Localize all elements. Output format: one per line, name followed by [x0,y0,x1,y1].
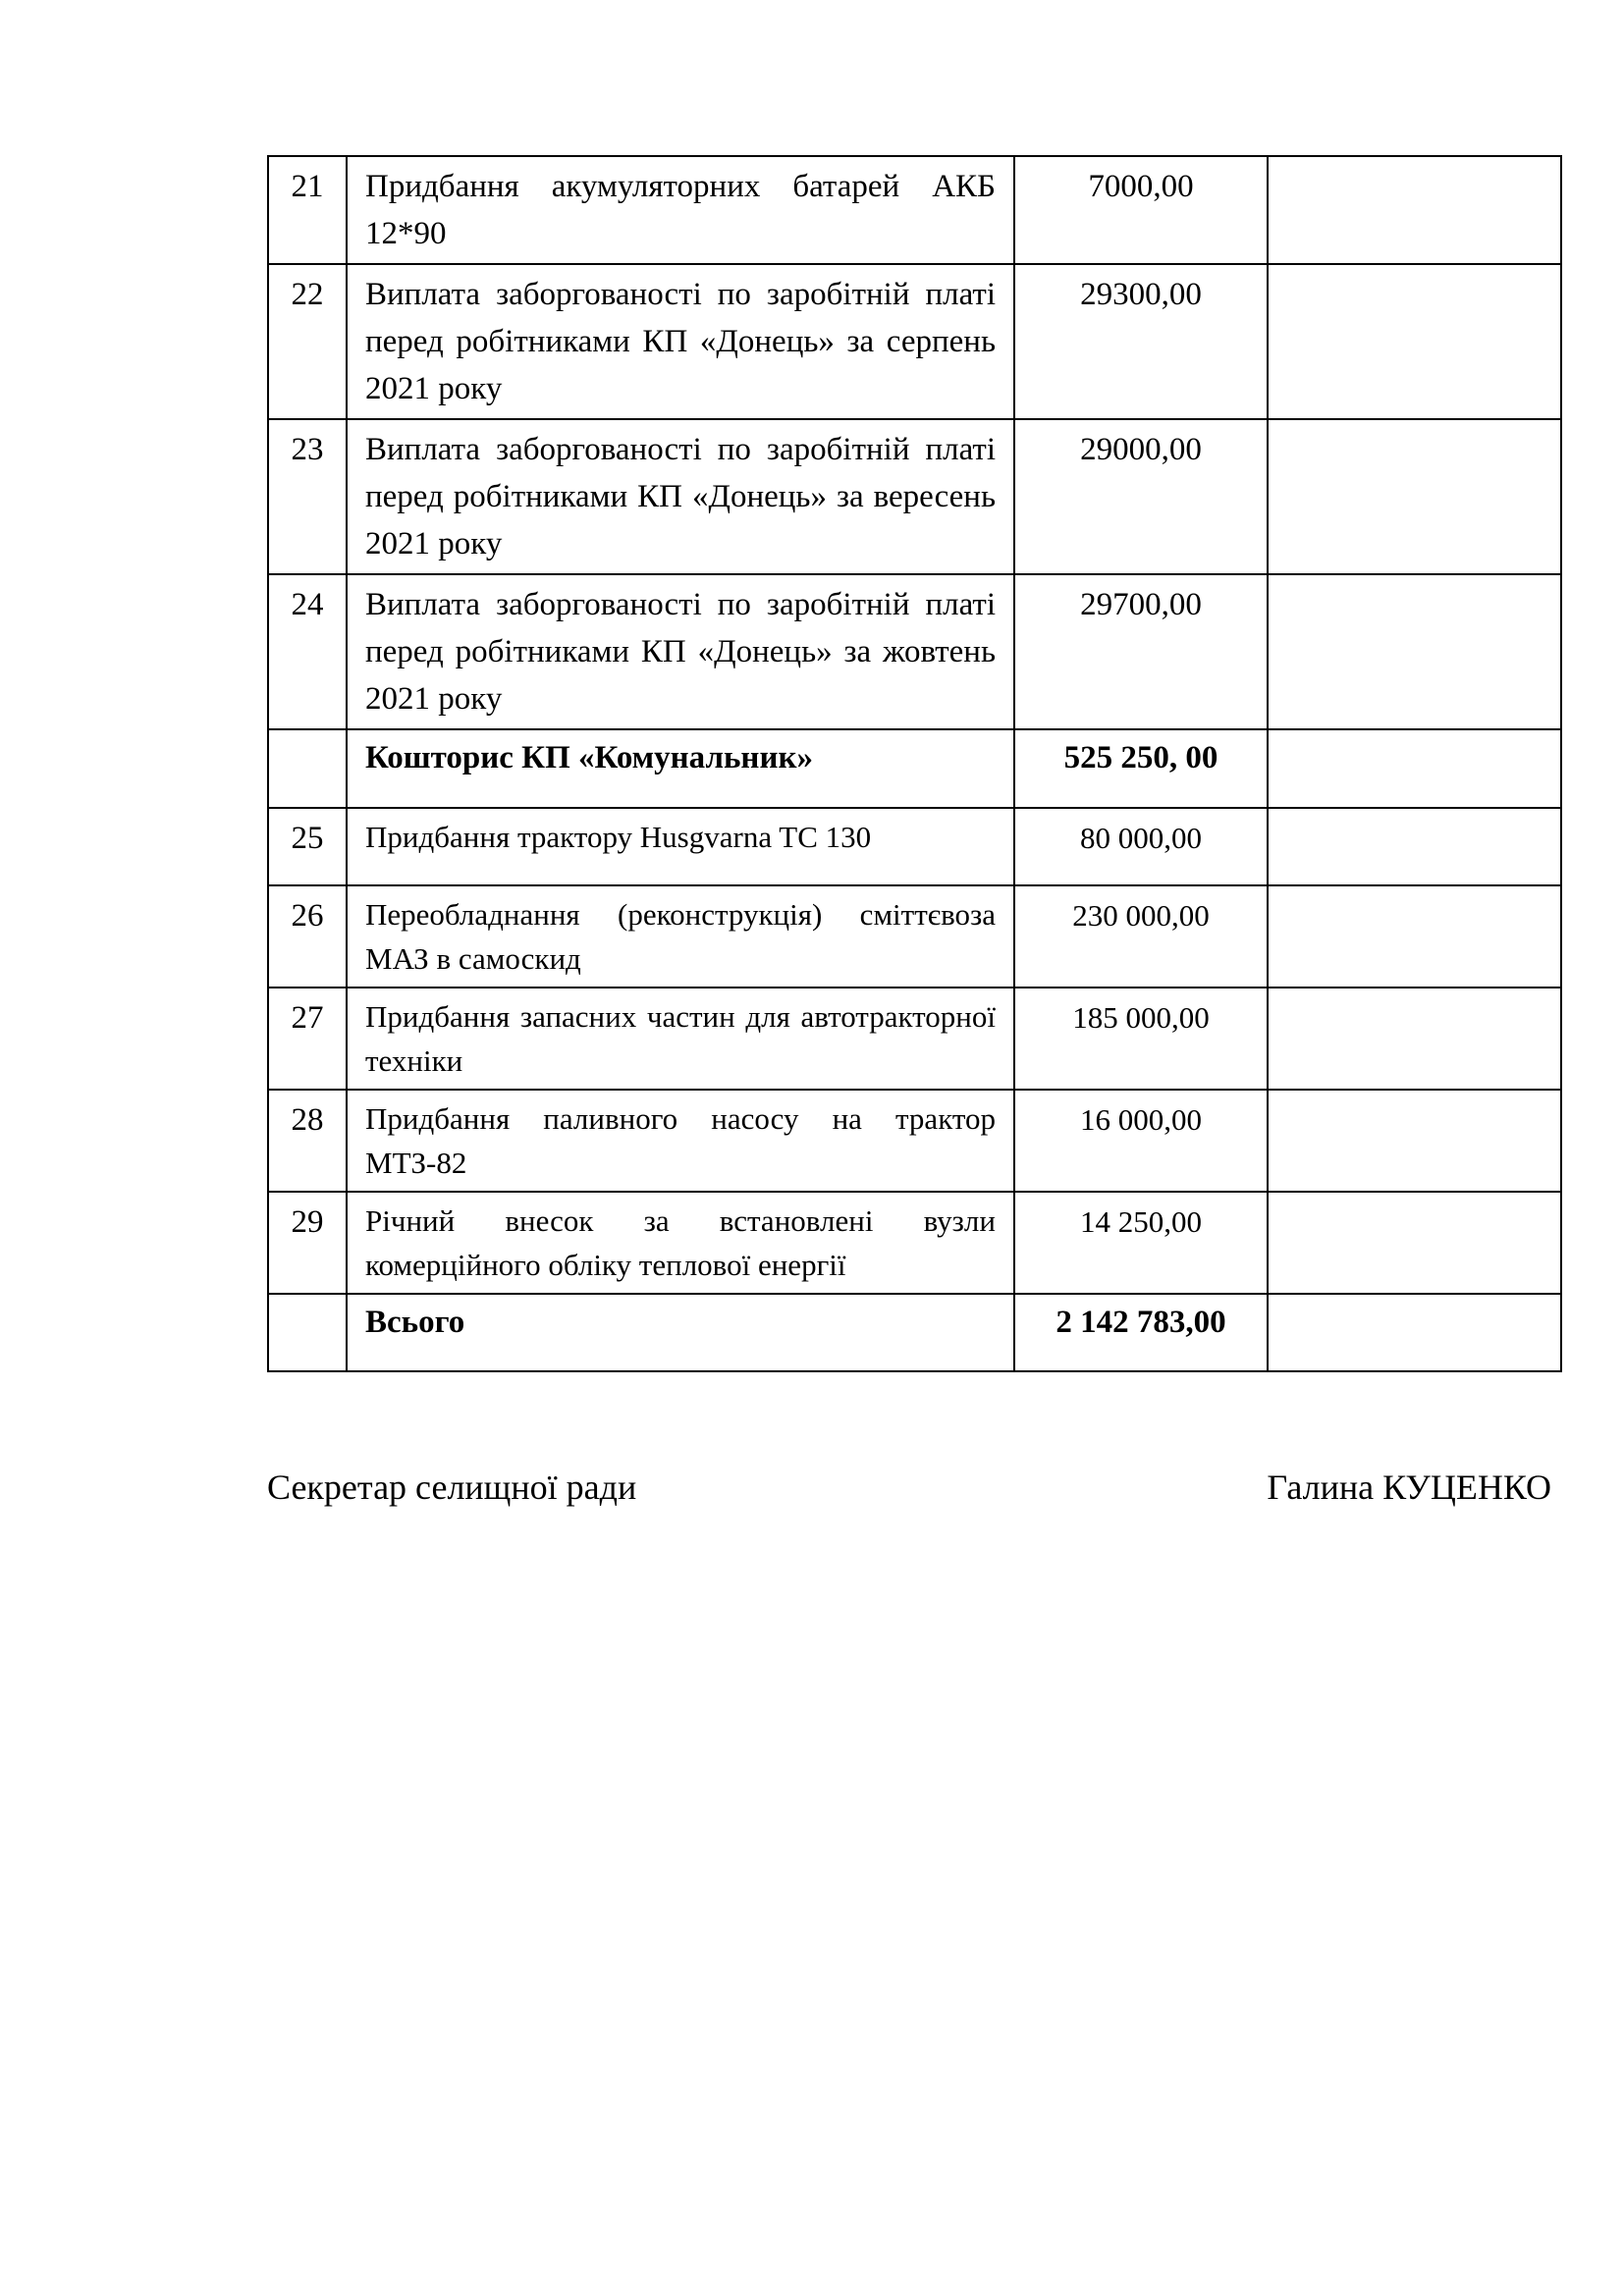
row-number: 24 [268,574,347,729]
row-description: Кошторис КП «Комунальник» [347,729,1014,808]
row-note [1268,1294,1561,1371]
row-amount: 2 142 783,00 [1014,1294,1268,1371]
row-number: 22 [268,264,347,419]
table-row [268,988,1561,1090]
table-row [268,1090,1561,1192]
table-row [268,808,1561,885]
row-number: 21 [268,156,347,264]
row-amount: 525 250, 00 [1014,729,1268,808]
row-note [1268,264,1561,419]
row-description: Придбання трактору Husgvarna TC 130 [347,808,1014,885]
row-description: Придбання паливного насосу на трактор МТЗ-82 [347,1090,1014,1192]
expenditure-table [267,155,1562,1372]
row-note [1268,808,1561,885]
signature-person: Галина КУЦЕНКО [1267,1468,1551,1507]
row-note [1268,988,1561,1090]
row-number: 25 [268,808,347,885]
row-number [268,729,347,808]
row-note [1268,419,1561,574]
row-amount: 29000,00 [1014,419,1268,574]
table-row [268,574,1561,729]
row-amount: 16 000,00 [1014,1090,1268,1192]
row-description: Виплата заборгованості по заробітній платі перед робітниками КП «Донець» за вересень 2021 року [347,419,1014,574]
row-description: Придбання запасних частин для автотракторної техніки [347,988,1014,1090]
row-number: 29 [268,1192,347,1294]
row-note [1268,729,1561,808]
row-number: 28 [268,1090,347,1192]
row-amount: 185 000,00 [1014,988,1268,1090]
table-row [268,264,1561,419]
row-number: 27 [268,988,347,1090]
row-description: Виплата заборгованості по заробітній платі перед робітниками КП «Донець» за серпень 2021 року [347,264,1014,419]
row-description: Переобладнання (реконструкція) сміттєвоза МАЗ в самоскид [347,885,1014,988]
row-description: Річний внесок за встановлені вузли комерційного обліку теплової енергії [347,1192,1014,1294]
row-amount: 7000,00 [1014,156,1268,264]
row-note [1268,1090,1561,1192]
row-description: Всього [347,1294,1014,1371]
table-row [268,419,1561,574]
row-note [1268,1192,1561,1294]
row-description: Придбання акумуляторних батарей АКБ 12*90 [347,156,1014,264]
table-row [268,1192,1561,1294]
table-row-subtotal [268,729,1561,808]
table-row-total [268,1294,1561,1371]
row-description: Виплата заборгованості по заробітній платі перед робітниками КП «Донець» за жовтень 2021 року [347,574,1014,729]
table-row [268,156,1561,264]
row-note [1268,885,1561,988]
signature-position: Секретар селищної ради [267,1468,637,1507]
row-number [268,1294,347,1371]
row-amount: 230 000,00 [1014,885,1268,988]
row-amount: 29300,00 [1014,264,1268,419]
row-amount: 14 250,00 [1014,1192,1268,1294]
row-amount: 29700,00 [1014,574,1268,729]
row-amount: 80 000,00 [1014,808,1268,885]
row-number: 23 [268,419,347,574]
table-row [268,885,1561,988]
row-note [1268,574,1561,729]
row-note [1268,156,1561,264]
row-number: 26 [268,885,347,988]
